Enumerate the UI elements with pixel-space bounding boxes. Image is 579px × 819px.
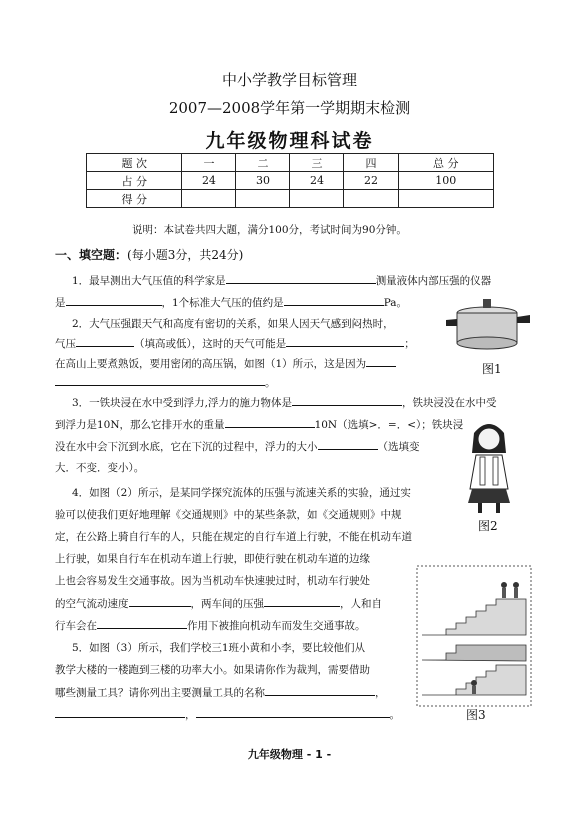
q2-line4 <box>55 374 276 390</box>
answer-blank[interactable] <box>226 272 376 284</box>
q3-line3 <box>55 438 420 454</box>
q4-line3 <box>55 529 412 544</box>
q2-text: ； <box>404 338 415 350</box>
figure-1-label: 图1 <box>482 362 502 376</box>
q1-text: ，1个标准大气压的值约是 <box>161 297 284 309</box>
q2-text: 2．大气压强跟天气和高度有密切的关系，如果人因天气感到闷热时， <box>72 318 394 330</box>
table-cell[interactable] <box>290 190 344 208</box>
answer-blank[interactable] <box>55 374 265 386</box>
answer-blank[interactable] <box>196 706 390 718</box>
table-cell[interactable] <box>236 190 290 208</box>
q4-text: 的空气流动速度 <box>55 598 129 610</box>
q4-text: ，人和自 <box>340 598 382 610</box>
q5-text: 教学大楼的一楼跑到三楼的功率大小。如果请你作为裁判，需要借助 <box>55 664 370 676</box>
q2-text: 气压 <box>55 338 76 350</box>
q5-text: ， <box>185 709 196 721</box>
answer-blank[interactable] <box>366 355 396 367</box>
table-cell: 24 <box>290 172 344 190</box>
answer-blank[interactable] <box>76 335 134 347</box>
q4-text: 行车会在 <box>55 620 97 632</box>
answer-blank[interactable] <box>66 294 162 306</box>
answer-blank[interactable] <box>292 394 402 406</box>
answer-blank[interactable] <box>55 706 185 718</box>
table-cell[interactable] <box>398 190 494 208</box>
q3-text: 10N（选填>．=．<）；铁块浸 <box>314 419 464 431</box>
q5-text: 5．如图（3）所示，我们学校三1班小黄和小李，要比较他们从 <box>72 642 366 654</box>
q4-line6 <box>55 595 382 611</box>
q3-line4 <box>55 460 144 475</box>
q3-text: 到浮力是10N，那么它排开水的重量 <box>55 419 225 431</box>
q5-line2 <box>55 662 370 677</box>
answer-blank[interactable] <box>97 617 187 629</box>
table-header: 一 <box>182 154 236 172</box>
q3-text: 没在水中会下沉到水底，它在下沉的过程中，浮力的大小 <box>55 441 318 453</box>
table-header: 二 <box>236 154 290 172</box>
q4-text: 作用下被推向机动车而发生交通事故。 <box>187 620 366 632</box>
exam-note: 说明：本试卷共四大题，满分100分，考试时间为90分钟。 <box>132 224 407 236</box>
q2-line3 <box>55 355 396 371</box>
q4-text: 验可以使我们更好地理解《交通规则》中的某些条款，如《交通规则》中规 <box>55 509 402 521</box>
table-cell: 100 <box>398 172 494 190</box>
q2-line1 <box>72 316 394 331</box>
q1-line1 <box>72 272 491 288</box>
q3-line1 <box>72 394 497 410</box>
q2-text: （填高或低），这时的天气可能是 <box>134 338 287 350</box>
table-header: 题 次 <box>87 154 182 172</box>
table-cell[interactable] <box>344 190 398 208</box>
table-cell: 24 <box>182 172 236 190</box>
q4-line2 <box>55 507 402 522</box>
q2-text: 。 <box>265 377 276 389</box>
table-header: 总 分 <box>398 154 494 172</box>
section-heading: 一、填空题： <box>55 248 128 262</box>
q4-line4 <box>55 551 370 566</box>
table-header: 四 <box>344 154 398 172</box>
figure-2-label: 图2 <box>478 519 498 533</box>
q5-text: 。 <box>389 709 400 721</box>
page-footer: 九年级物理 - 1 - <box>247 748 332 761</box>
table-header: 三 <box>290 154 344 172</box>
answer-blank[interactable] <box>284 294 384 306</box>
q2-line2 <box>55 335 415 351</box>
q4-line1 <box>72 485 411 500</box>
q5-text: 哪些测量工具？请你列出主要测量工具的名称 <box>55 687 265 699</box>
answer-blank[interactable] <box>264 595 340 607</box>
q4-line5 <box>55 573 370 588</box>
q1-text: 测量液体内部压强的仪器 <box>375 275 492 287</box>
table-cell: 22 <box>344 172 398 190</box>
exam-title: 九年级物理科试卷 <box>205 130 374 152</box>
score-table <box>86 153 494 208</box>
q5-line1 <box>72 640 365 655</box>
q4-text: 定，在公路上骑自行车的人，只能在规定的自行车道上行驶，不能在机动车道 <box>55 531 412 543</box>
q4-text: ，两车间的压强 <box>190 598 264 610</box>
answer-blank[interactable] <box>129 595 191 607</box>
answer-blank[interactable] <box>225 416 315 428</box>
table-row <box>87 172 494 190</box>
org-title: 中小学教学目标管理 <box>221 71 357 89</box>
table-cell: 30 <box>236 172 290 190</box>
q3-text: ，铁块浸没在水中受 <box>402 397 497 409</box>
table-cell: 占 分 <box>87 172 182 190</box>
answer-blank[interactable] <box>286 335 404 347</box>
section-title <box>55 246 243 263</box>
term-title: 2007—2008学年第一学期期末检测 <box>168 99 411 117</box>
q5-line3 <box>55 684 386 700</box>
section-subtitle: (每小题3分，共24分) <box>127 248 244 262</box>
q4-text: 4．如图（2）所示，是某同学探究流体的压强与流速关系的实验，通过实 <box>72 487 411 499</box>
q3-text: （选填变 <box>377 441 420 453</box>
table-row <box>87 190 494 208</box>
table-cell: 得 分 <box>87 190 182 208</box>
table-row <box>87 154 494 172</box>
answer-blank[interactable] <box>318 438 378 450</box>
q5-text: ， <box>375 687 386 699</box>
staircase-figure <box>416 565 532 707</box>
q3-text: 3．一铁块浸在水中受到浮力,浮力的施力物体是 <box>72 397 293 409</box>
girl-figure <box>460 415 518 515</box>
q2-text: 在高山上要煮熟饭，要用密闭的高压锅，如图（1）所示，这是因为 <box>55 358 367 370</box>
answer-blank[interactable] <box>265 684 375 696</box>
q3-line2 <box>55 416 463 432</box>
q1-line2 <box>55 294 407 310</box>
table-cell[interactable] <box>182 190 236 208</box>
q4-text: 上行驶，如果自行车在机动车道上行驶，即使行驶在机动车道的边缘 <box>55 553 370 565</box>
q1-text: 1．最早测出大气压值的科学家是 <box>72 275 226 287</box>
q4-line7 <box>55 617 366 633</box>
pressure-cooker-figure <box>442 293 532 358</box>
figure-3-label: 图3 <box>466 708 486 722</box>
q3-text: 大．不变．变小）。 <box>55 462 145 474</box>
q4-text: 上也会容易发生交通事故。因为当机动车快速驶过时，机动车行驶处 <box>55 575 370 587</box>
q1-text: 是 <box>55 297 66 309</box>
q1-text: Pa。 <box>383 297 408 309</box>
q5-line4 <box>55 706 400 722</box>
